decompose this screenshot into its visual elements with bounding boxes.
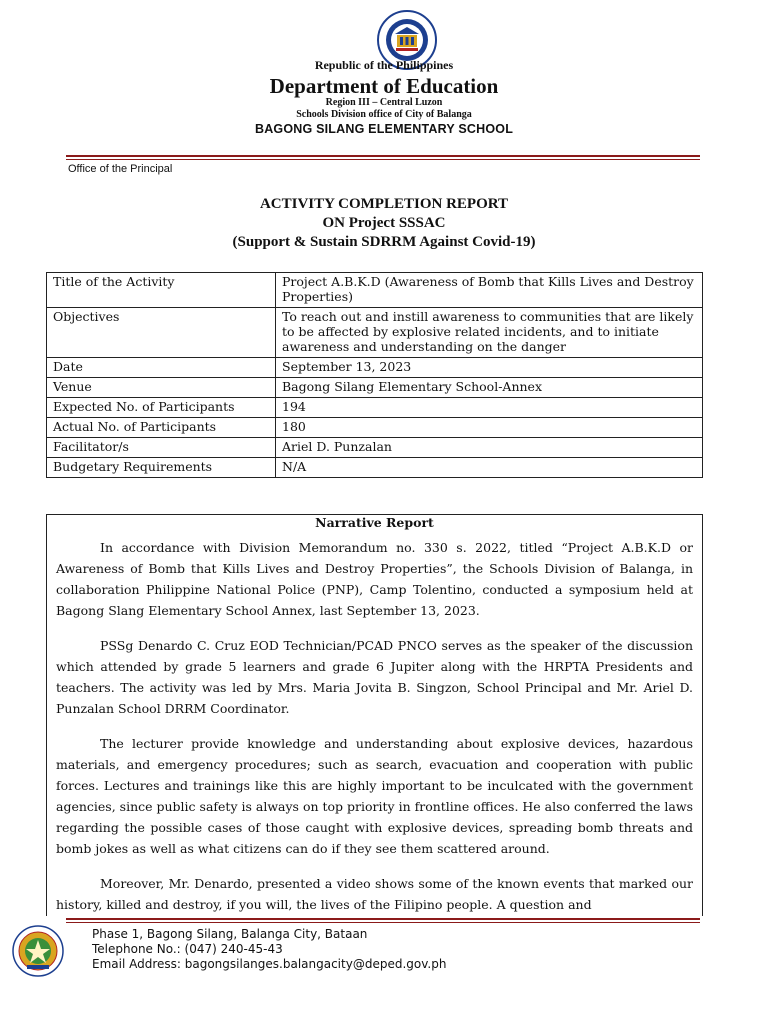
table-row <box>47 438 703 458</box>
narrative-heading: Narrative Report <box>315 515 434 530</box>
footer-rule-top <box>66 918 700 920</box>
row-label: Budgetary Requirements <box>47 458 276 478</box>
report-title-line3: (Support & Sustain SDRRM Against Covid-19) <box>232 234 536 250</box>
row-label: Actual No. of Participants <box>47 418 276 438</box>
table-row <box>47 358 703 378</box>
region-line: Region III – Central Luzon <box>325 97 443 108</box>
division-line: Schools Division office of City of Balanga <box>296 109 472 120</box>
table-row <box>47 308 703 358</box>
row-value: 180 <box>276 418 703 438</box>
report-title-line2: ON Project SSSAC <box>322 215 446 231</box>
report-title-line1: ACTIVITY COMPLETION REPORT <box>259 196 509 212</box>
department-name: Department of Education <box>269 74 499 98</box>
table-row <box>47 398 703 418</box>
header-rule-bottom <box>66 159 700 160</box>
row-value: To reach out and instill awareness to communities that are likely to be affected by explosive related incidents, and to initiate awareness and understanding on the danger <box>276 308 703 358</box>
row-label: Title of the Activity <box>47 273 276 308</box>
row-label: Venue <box>47 378 276 398</box>
table-row <box>47 378 703 398</box>
table-row <box>47 418 703 438</box>
activity-info-table <box>46 272 703 478</box>
row-value: September 13, 2023 <box>276 358 703 378</box>
narrative-paragraph: The lecturer provide knowledge and understanding about explosive devices, hazardous materials, and emergency procedures; such as search, evacuation and cooperation with public forces. Lectures and trainings like this are highly important to be inculcated with the government agencies, since public safety is always on top priority in frontline offices. He also conferred the laws regarding the possible cases of those caught with explosive devices, spreading bomb threats and bomb jokes as well as what citizens can do if they see them scattered around. <box>56 736 693 856</box>
row-value: Bagong Silang Elementary School-Annex <box>276 378 703 398</box>
row-value: Project A.B.K.D (Awareness of Bomb that Kills Lives and Destroy Properties) <box>276 273 703 308</box>
footer-address: Phase 1, Bagong Silang, Balanga City, Bataan <box>92 927 368 941</box>
row-value: Ariel D. Punzalan <box>276 438 703 458</box>
row-value: 194 <box>276 398 703 418</box>
republic-line: Republic of the Philippines <box>314 58 454 72</box>
table-row <box>47 458 703 478</box>
row-label: Facilitator/s <box>47 438 276 458</box>
narrative-paragraph: PSSg Denardo C. Cruz EOD Technician/PCAD PNCO serves as the speaker of the discussion which attended by grade 5 learners and grade 6 Jupiter along with the HRPTA Presidents and teachers. The activity was led by Mrs. Maria Jovita B. Singzon, School Principal and Mr. Ariel D. Punzalan School DRRM Coordinator. <box>56 638 693 716</box>
school-seal-icon <box>12 925 64 977</box>
table-row <box>47 273 703 308</box>
footer-telephone: Telephone No.: (047) 240-45-43 <box>92 942 283 956</box>
row-label: Objectives <box>47 308 276 358</box>
narrative-paragraph: Moreover, Mr. Denardo, presented a video shows some of the known events that marked our history, killed and destroy, if you will, the lives of the Filipino people. A question and <box>56 876 693 912</box>
narrative-paragraph: In accordance with Division Memorandum no. 330 s. 2022, titled “Project A.B.K.D or Awareness of Bomb that Kills Lives and Destroy Properties”, the Schools Division of Balanga, in collaboration Philippine National Police (PNP), Camp Tolentino, conducted a symposium held at Bagong Slang Elementary School Annex, last September 13, 2023. <box>56 540 693 618</box>
row-label: Date <box>47 358 276 378</box>
header-rule-top <box>66 155 700 157</box>
office-label: Office of the Principal <box>68 163 173 175</box>
school-name: BAGONG SILANG ELEMENTARY SCHOOL <box>254 122 514 136</box>
row-value: N/A <box>276 458 703 478</box>
row-label: Expected No. of Participants <box>47 398 276 418</box>
footer-email: Email Address: bagongsilanges.balangacity@deped.gov.ph <box>92 957 447 971</box>
footer-rule-bottom <box>66 922 700 923</box>
narrative-report-section <box>46 514 703 916</box>
